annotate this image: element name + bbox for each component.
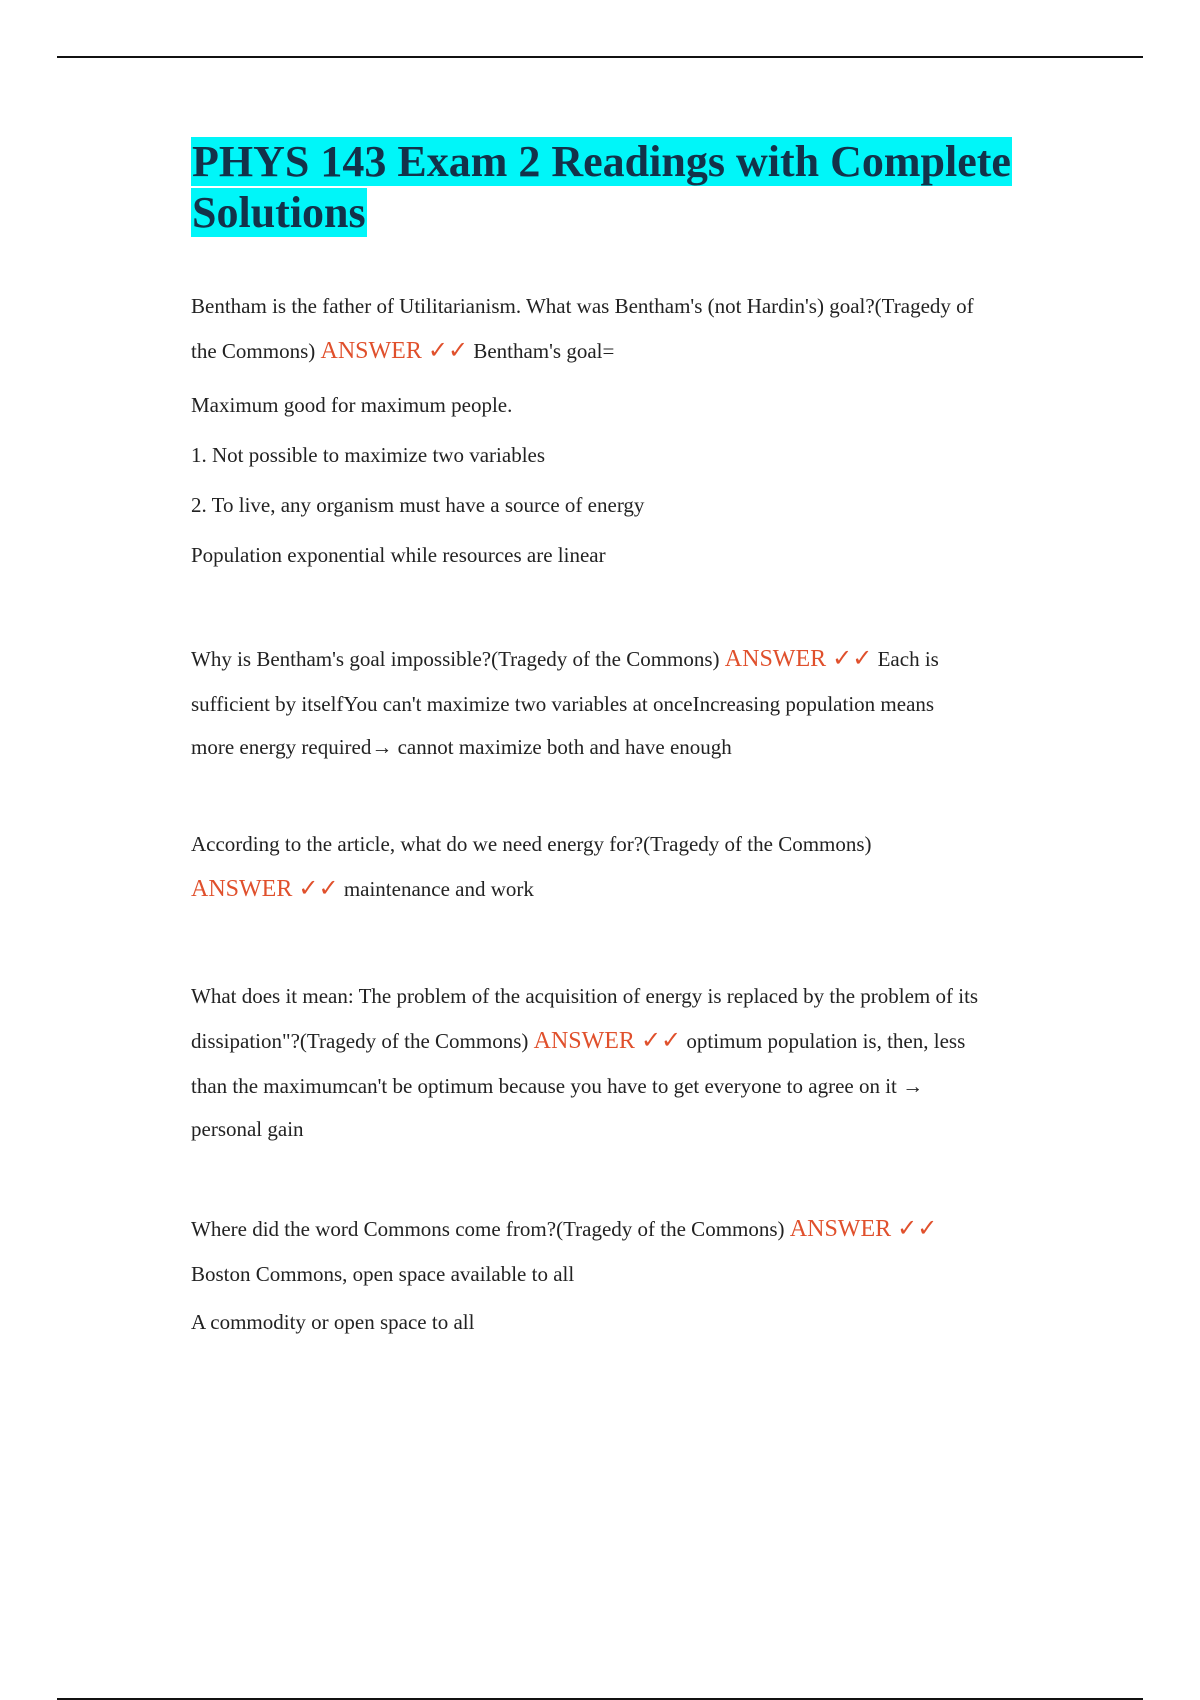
question-1-line-2 xyxy=(191,329,1051,374)
answer-4-line-4: personal gain xyxy=(191,1117,304,1141)
answer-3-text: maintenance and work xyxy=(343,877,534,901)
title-line-1: PHYS 143 Exam 2 Readings with Complete xyxy=(192,137,1011,186)
answer-4-line-3: than the maximumcan't be optimum because you have to get everyone to agree on it → xyxy=(191,1074,924,1098)
top-rule xyxy=(57,56,1143,58)
answer-label-2: ANSWER ✓✓ xyxy=(724,646,873,672)
title-line-2: Solutions xyxy=(192,188,366,237)
qa-block-5 xyxy=(191,1207,1051,1347)
question-5-line-1 xyxy=(191,1207,1051,1252)
question-1-line-1: Bentham is the father of Utilitarianism. What was Bentham's (not Hardin's) goal?(Tragedy of xyxy=(191,294,974,318)
question-5-text: Where did the word Commons come from?(Tragedy of the Commons) xyxy=(191,1217,785,1241)
answer-1-extra-3: 2. To live, any organism must have a source of energy xyxy=(191,493,645,517)
question-4-line-2 xyxy=(191,1019,1051,1064)
answer-2-line-3: more energy required→ cannot maximize both and have enough xyxy=(191,735,732,759)
answer-1-extra-1: Maximum good for maximum people. xyxy=(191,393,513,417)
answer-label-4: ANSWER ✓✓ xyxy=(533,1028,682,1054)
question-1-text: the Commons) xyxy=(191,339,316,363)
question-3-line-2 xyxy=(191,867,1051,912)
document-body xyxy=(191,136,1051,1347)
answer-2-text: Each is xyxy=(877,647,939,671)
answer-label-3: ANSWER ✓✓ xyxy=(191,876,339,902)
question-2-line-1 xyxy=(191,637,1051,682)
qa-block-3 xyxy=(191,822,1051,912)
question-3-line-1: According to the article, what do we need energy for?(Tragedy of the Commons) xyxy=(191,832,872,856)
answer-label-1: ANSWER ✓✓ xyxy=(320,338,469,364)
question-4-text: dissipation"?(Tragedy of the Commons) xyxy=(191,1029,529,1053)
answer-label-5: ANSWER ✓✓ xyxy=(789,1216,938,1242)
qa-block-2 xyxy=(191,637,1051,767)
qa-block-1 xyxy=(191,284,1051,580)
answer-2-line-2: sufficient by itselfYou can't maximize two variables at onceIncreasing population means xyxy=(191,692,935,716)
qa-block-4 xyxy=(191,974,1051,1149)
answer-1-text: Bentham's goal= xyxy=(473,339,615,363)
question-2-text: Why is Bentham's goal impossible?(Tragedy of the Commons) xyxy=(191,647,720,671)
answer-5-line-2: Boston Commons, open space available to all xyxy=(191,1262,575,1286)
answer-1-extra-4: Population exponential while resources are linear xyxy=(191,543,606,567)
answer-5-extra-1: A commodity or open space to all xyxy=(191,1310,475,1334)
answer-1-extra-2: 1. Not possible to maximize two variables xyxy=(191,443,546,467)
question-4-line-1: What does it mean: The problem of the acquisition of energy is replaced by the problem of its xyxy=(191,984,979,1008)
answer-4-text: optimum population is, then, less xyxy=(686,1029,966,1053)
document-title xyxy=(191,136,1051,238)
